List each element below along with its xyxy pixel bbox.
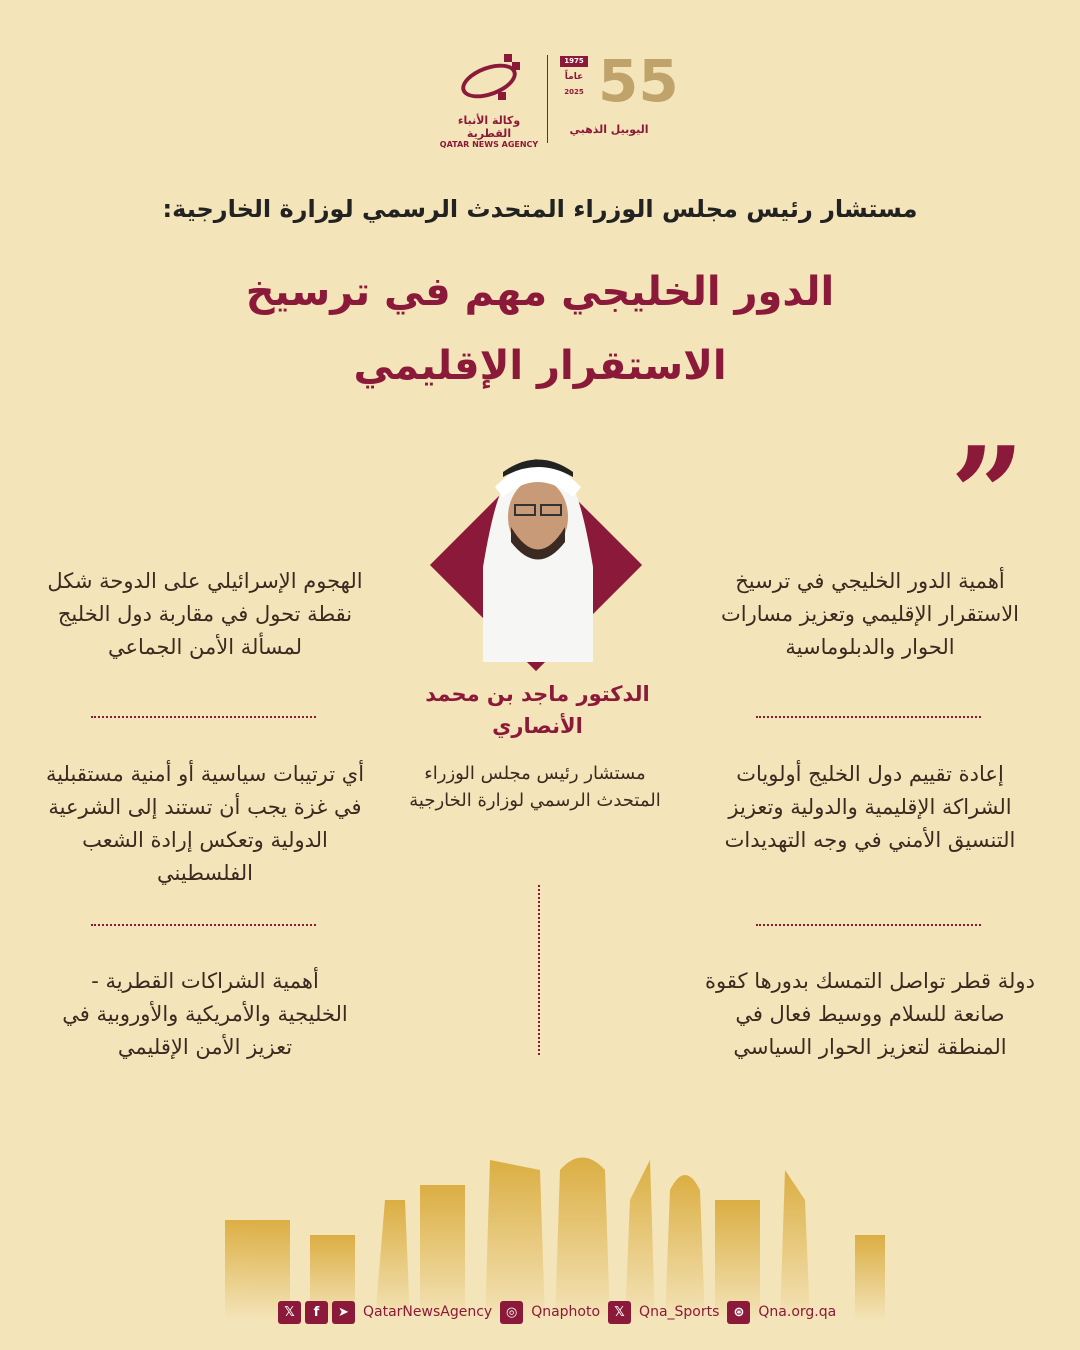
right-point-1: أهمية الدور الخليجي في ترسيخ الاستقرار الإقليمي وتعزيز مسارات الحوار والدبلوماسية	[721, 569, 1019, 659]
quote-mark-icon: ”	[950, 418, 1025, 571]
speaker-name	[410, 678, 665, 742]
handle-photo[interactable]: Qnaphoto	[531, 1304, 601, 1320]
facebook-icon[interactable]: f	[305, 1301, 328, 1324]
jubilee-number: 55	[598, 47, 679, 115]
instagram-icon[interactable]: ◎	[500, 1301, 523, 1324]
headline-line-2: الاستقرار الإقليمي	[353, 343, 727, 389]
qna-emblem-icon	[454, 52, 524, 114]
speaker-name-line-2: الأنصاري	[492, 714, 583, 738]
x-icon[interactable]: 𝕏	[608, 1301, 631, 1324]
speaker-role: مستشار رئيس مجلس الوزراء المتحدث الرسمي لوزارة الخارجية	[409, 763, 661, 811]
speaker-portrait	[433, 447, 643, 672]
speaker-photo	[473, 447, 603, 662]
divider	[91, 716, 316, 718]
handle-sports[interactable]: Qna_Sports	[639, 1304, 720, 1320]
qna-name-ar: وكالة الأنباء القطرية	[457, 114, 521, 140]
speaker-name-line-1: الدكتور ماجد بن محمد	[425, 682, 650, 706]
subtitle: مستشار رئيس مجلس الوزراء المتحدث الرسمي لوزارة الخارجية:	[162, 195, 918, 223]
jubilee-years-label: عاماً	[564, 72, 584, 82]
doha-skyline-illustration	[210, 1140, 890, 1320]
left-point-3: أهمية الشراكات القطرية - الخليجية والأمريكية والأوروبية في تعزيز الأمن الإقليمي	[62, 969, 348, 1059]
jubilee-label: اليوبيل الذهبي	[569, 123, 649, 136]
qna-name-en: QATAR NEWS AGENCY	[439, 140, 539, 149]
divider	[91, 924, 316, 926]
headline	[0, 255, 1080, 403]
golden-jubilee-logo	[554, 47, 704, 144]
left-point-2: أي ترتيبات سياسية أو أمنية مستقبلية في غزة يجب أن تستند إلى الشرعية الدولية وتعكس إرادة الشعب الفلسطيني	[45, 762, 365, 885]
website-link[interactable]: Qna.org.qa	[758, 1304, 837, 1320]
left-point-1: الهجوم الإسرائيلي على الدوحة شكل نقطة تحول في مقاربة دول الخليج لمسألة الأمن الجماعي	[47, 569, 363, 659]
divider	[756, 924, 981, 926]
divider	[756, 716, 981, 718]
telegram-icon[interactable]: ➤	[332, 1301, 355, 1324]
social-footer	[278, 1298, 840, 1326]
qna-logo	[436, 52, 542, 149]
globe-icon[interactable]: ⊛	[727, 1301, 750, 1324]
handle-main[interactable]: QatarNewsAgency	[363, 1304, 493, 1320]
x-icon[interactable]: 𝕏	[278, 1301, 301, 1324]
right-point-2: إعادة تقييم دول الخليج أولويات الشراكة الإقليمية والدولية وتعزيز التنسيق الأمني في وجه التهديدات	[724, 762, 1016, 852]
center-divider	[538, 885, 540, 1055]
headline-line-1: الدور الخليجي مهم في ترسيخ	[245, 269, 835, 315]
right-point-3: دولة قطر تواصل التمسك بدورها كقوة صانعة للسلام ووسيط فعال في المنطقة لتعزيز الحوار السياسي	[705, 969, 1035, 1059]
logo-divider	[547, 55, 548, 143]
jubilee-start-year: 1975	[560, 56, 587, 67]
jubilee-end-year: 2025	[564, 88, 584, 96]
